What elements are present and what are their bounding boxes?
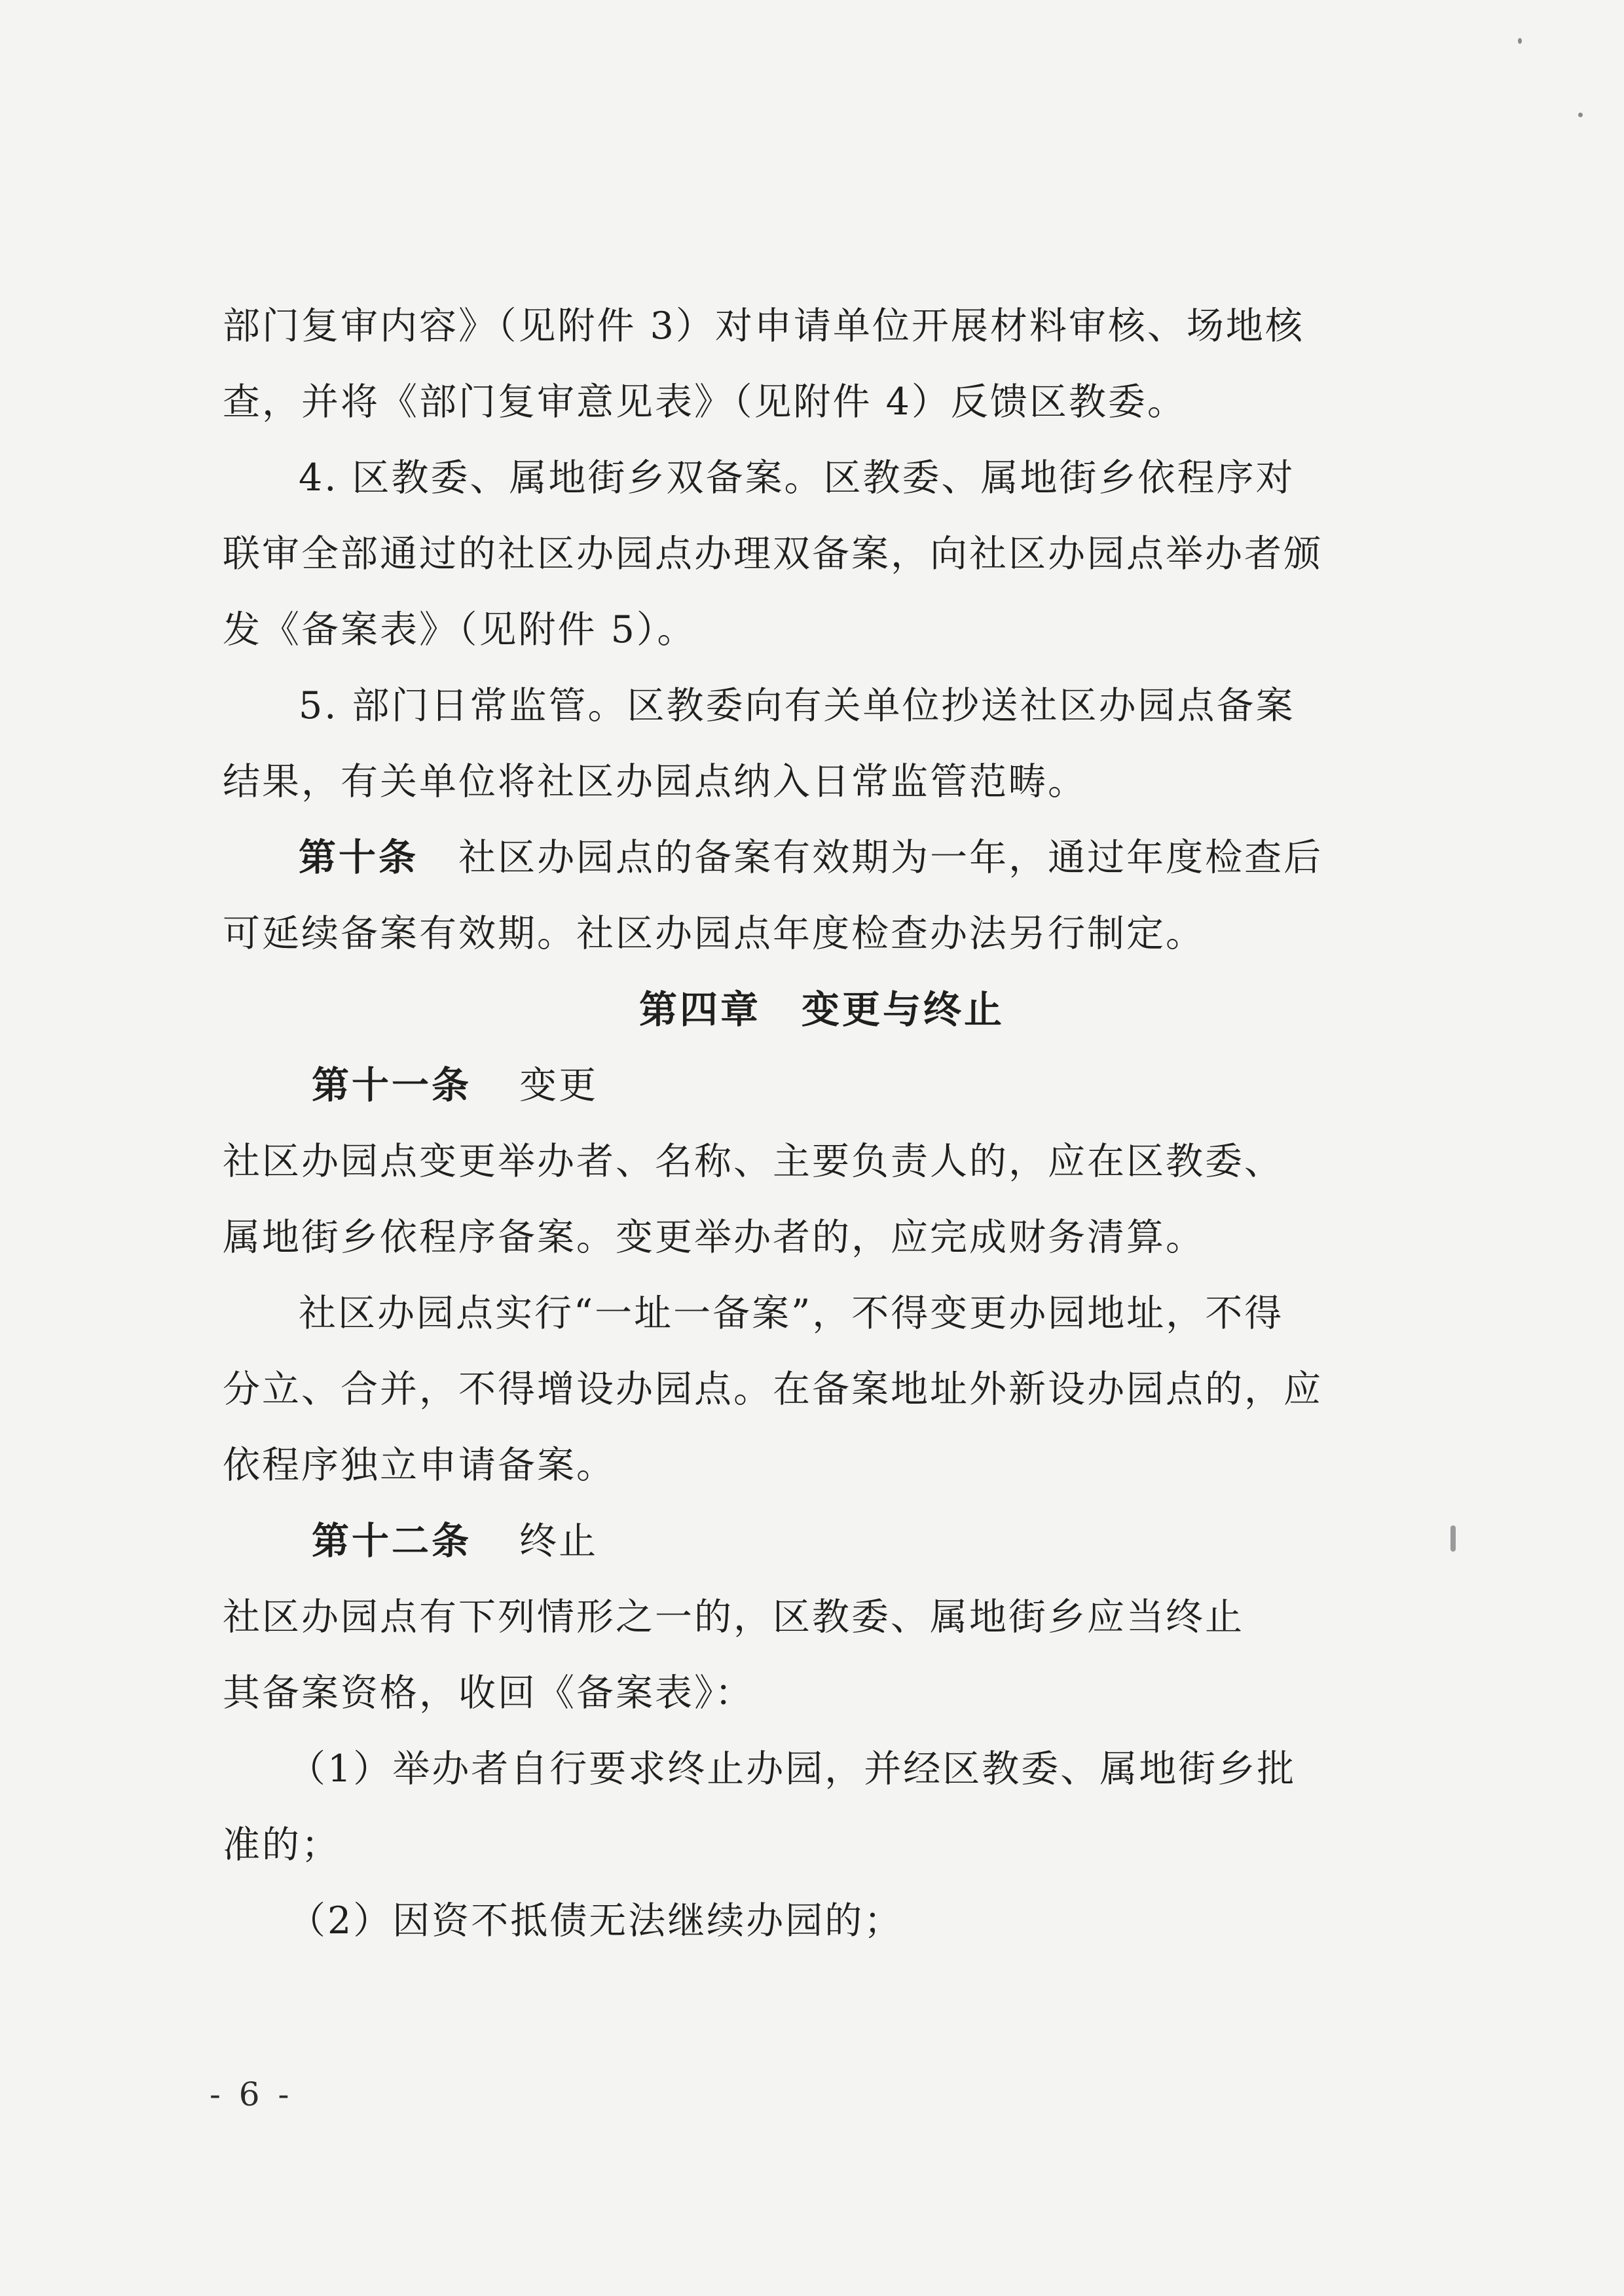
body-line: 结果，有关单位将社区办园点纳入日常监管范畴。	[223, 760, 1087, 803]
chapter-heading: 第四章 变更与终止	[638, 987, 1005, 1032]
article-10-label: 第十条	[299, 836, 418, 879]
body-line: （2）因资不抵债无法继续办园的；	[288, 1899, 904, 1942]
article-12-label: 第十二条	[312, 1520, 471, 1563]
article-10-text: 社区办园点的备案有效期为一年，通过年度检查后	[458, 836, 1323, 879]
body-line: 社区办园点变更举办者、名称、主要负责人的，应在区教委、	[223, 1140, 1283, 1183]
scan-speck	[1518, 38, 1522, 44]
body-line: 5. 部门日常监管。区教委向有关单位抄送社区办园点备案	[299, 684, 1295, 727]
body-line: 其备案资格，收回《备案表》：	[223, 1671, 754, 1715]
body-line: 查，并将《部门复审意见表》（见附件 4）反馈区教委。	[223, 380, 1187, 424]
body-line: 部门复审内容》（见附件 3）对申请单位开展材料审核、场地核	[223, 304, 1304, 348]
body-line: （1）举办者自行要求终止办园，并经区教委、属地街乡批	[288, 1747, 1297, 1791]
article-11-label: 第十一条	[312, 1064, 471, 1107]
body-line: 属地街乡依程序备案。变更举办者的，应完成财务清算。	[223, 1216, 1205, 1259]
body-line: 依程序独立申请备案。	[223, 1444, 616, 1487]
article-12-name: 终止	[519, 1520, 599, 1563]
article-10-paragraph	[223, 820, 1421, 896]
body-line: 社区办园点实行“一址一备案”，不得变更办园地址，不得	[299, 1292, 1284, 1335]
page-number: - 6 -	[210, 2075, 293, 2113]
body-line: 分立、合并，不得增设办园点。在备案地址外新设办园点的，应	[223, 1368, 1323, 1411]
body-line: 4. 区教委、属地街乡双备案。区教委、属地街乡依程序对	[299, 456, 1295, 500]
body-line: 准的；	[223, 1823, 341, 1867]
scan-speck	[1578, 113, 1583, 117]
body-line: 联审全部通过的社区办园点办理双备案，向社区办园点举办者颁	[223, 532, 1323, 575]
scan-speck	[1450, 1525, 1456, 1552]
body-line: 发《备案表》（见附件 5）。	[223, 608, 697, 651]
document-body	[223, 288, 1421, 1959]
article-11-name: 变更	[519, 1064, 599, 1107]
body-line: 社区办园点有下列情形之一的，区教委、属地街乡应当终止	[223, 1595, 1244, 1639]
article-11-heading	[223, 1048, 1421, 1123]
body-line: 可延续备案有效期。社区办园点年度检查办法另行制定。	[223, 912, 1205, 955]
article-12-heading	[223, 1503, 1421, 1579]
